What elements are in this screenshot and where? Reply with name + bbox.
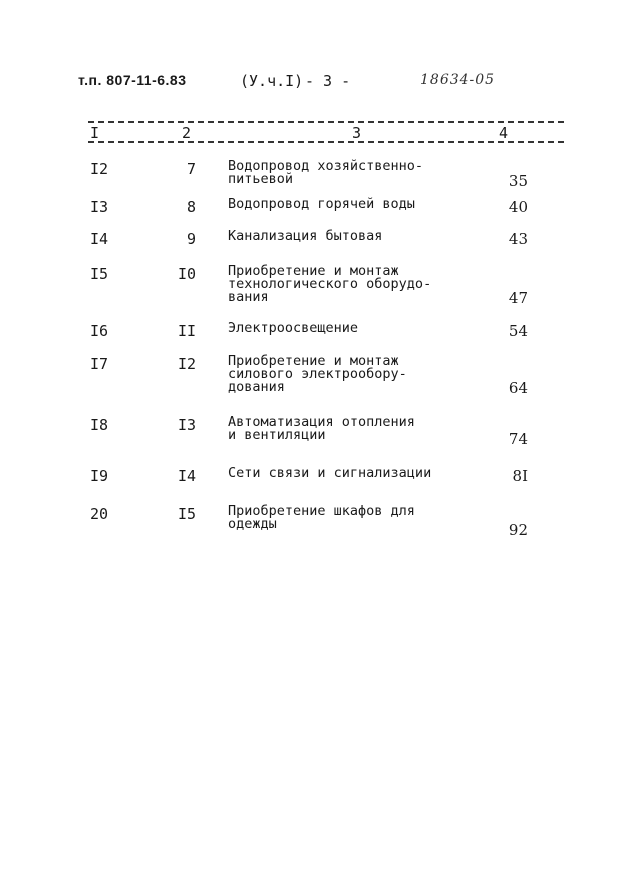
- row-number: I4: [90, 230, 109, 248]
- row-number: I2: [90, 160, 109, 178]
- column-header-3: 3: [352, 124, 362, 142]
- section-number: I2: [177, 355, 196, 373]
- section-title: Водопровод горячей воды: [228, 196, 415, 212]
- section-number: 9: [186, 230, 196, 248]
- column-header-4: 4: [499, 124, 509, 142]
- column-header-1: I: [90, 124, 100, 142]
- row-number: I9: [90, 467, 109, 485]
- row-number: I6: [90, 322, 109, 340]
- row-number: I7: [90, 355, 109, 373]
- handwritten-number: 18634-05: [420, 72, 496, 88]
- page-ref: 43: [508, 230, 528, 248]
- section-number: 7: [186, 160, 196, 178]
- page-ref: 92: [508, 521, 528, 539]
- page-ref: 54: [508, 322, 528, 340]
- page-ref: 35: [508, 172, 528, 190]
- section-number: 8: [186, 198, 196, 216]
- row-number: I3: [90, 198, 109, 216]
- section-title: Автоматизация отопления и вентиляции: [228, 414, 415, 443]
- section-title: Сети связи и сигнализации: [228, 465, 432, 481]
- page-ref: 64: [508, 379, 528, 397]
- section-number: I4: [177, 467, 196, 485]
- row-number: I8: [90, 416, 109, 434]
- page-ref: 40: [508, 198, 528, 216]
- section-number: I5: [177, 505, 196, 523]
- column-header-2: 2: [182, 124, 192, 142]
- row-number: 20: [90, 505, 109, 523]
- header-divider-top: [88, 121, 564, 123]
- volume-label: (У.ч.I): [240, 72, 304, 90]
- section-title: Водопровод хозяйственно- питьевой: [228, 158, 424, 187]
- section-title: Канализация бытовая: [228, 228, 383, 244]
- section-title: Приобретение шкафов для одежды: [228, 503, 415, 532]
- section-title: Электроосвещение: [228, 320, 359, 336]
- page-ref: 47: [508, 289, 528, 307]
- section-title: Приобретение и монтаж технологического оборудо- вания: [228, 263, 432, 305]
- row-number: I5: [90, 265, 109, 283]
- section-number: I3: [177, 416, 196, 434]
- header-divider-bottom: [88, 141, 564, 143]
- page-ref: 74: [508, 430, 528, 448]
- section-number: I0: [177, 265, 196, 283]
- document-code: т.п. 807-11-6.83: [78, 72, 187, 88]
- page-ref: 8I: [512, 467, 528, 485]
- section-number: II: [177, 322, 196, 340]
- section-title: Приобретение и монтаж силового электрообору- дования: [228, 353, 407, 395]
- page-number: - 3 -: [305, 72, 351, 90]
